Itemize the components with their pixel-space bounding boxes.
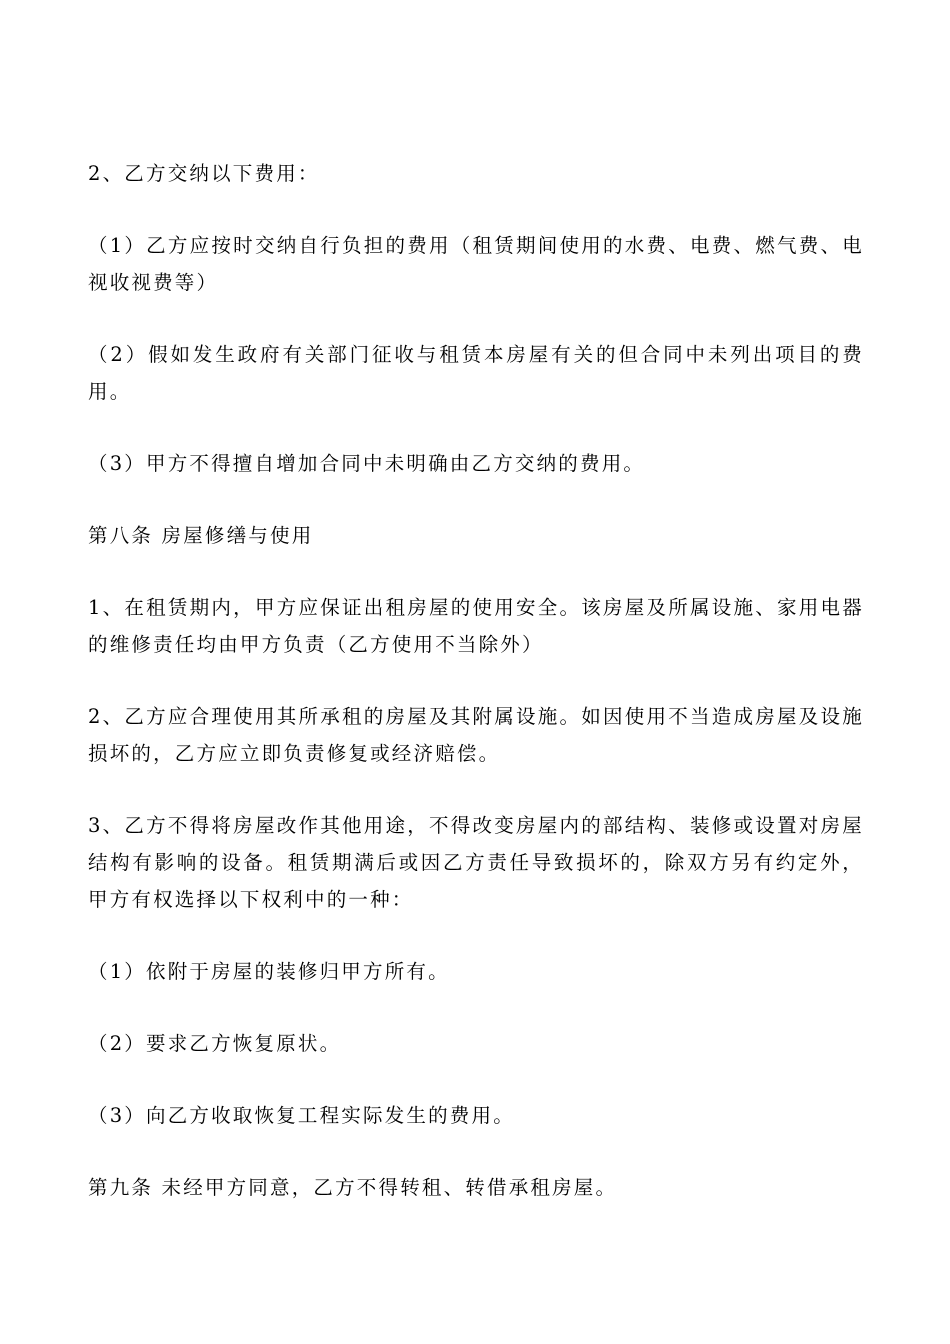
paragraph-fee-heading: 2、乙方交纳以下费用： xyxy=(88,162,320,185)
paragraph-fee-item-2: （2）假如发生政府有关部门征收与租赁本房屋有关的但合同中未列出项目的费用。 xyxy=(88,343,864,403)
article-8-option-2: （2）要求乙方恢复原状。 xyxy=(88,1032,342,1055)
paragraph-fee-item-1: （1）乙方应按时交纳自行负担的费用（租赁期间使用的水费、电费、燃气费、电视收视费等） xyxy=(88,234,864,294)
article-9-text: 第九条 未经甲方同意，乙方不得转租、转借承租房屋。 xyxy=(88,1176,618,1199)
article-8-clause-1: 1、在租赁期内，甲方应保证出租房屋的使用安全。该房屋及所属设施、家用电器的维修责任均由甲方负责（乙方使用不当除外） xyxy=(88,596,864,656)
article-8-heading: 第八条 房屋修缮与使用 xyxy=(88,524,314,547)
document-page xyxy=(88,155,864,1241)
article-8-clause-3: 3、乙方不得将房屋改作其他用途，不得改变房屋内的部结构、装修或设置对房屋结构有影响的设备。租赁期满后或因乙方责任导致损坏的，除双方另有约定外，甲方有权选择以下权利中的一种： xyxy=(88,814,864,911)
article-8-clause-2: 2、乙方应合理使用其所承租的房屋及其附属设施。如因使用不当造成房屋及设施损坏的，乙方应立即负责修复或经济赔偿。 xyxy=(88,705,864,765)
article-8-option-3: （3）向乙方收取恢复工程实际发生的费用。 xyxy=(88,1104,515,1127)
article-8-option-1: （1）依附于房屋的装修归甲方所有。 xyxy=(88,960,450,983)
paragraph-fee-item-3: （3）甲方不得擅自增加合同中未明确由乙方交纳的费用。 xyxy=(88,452,646,475)
